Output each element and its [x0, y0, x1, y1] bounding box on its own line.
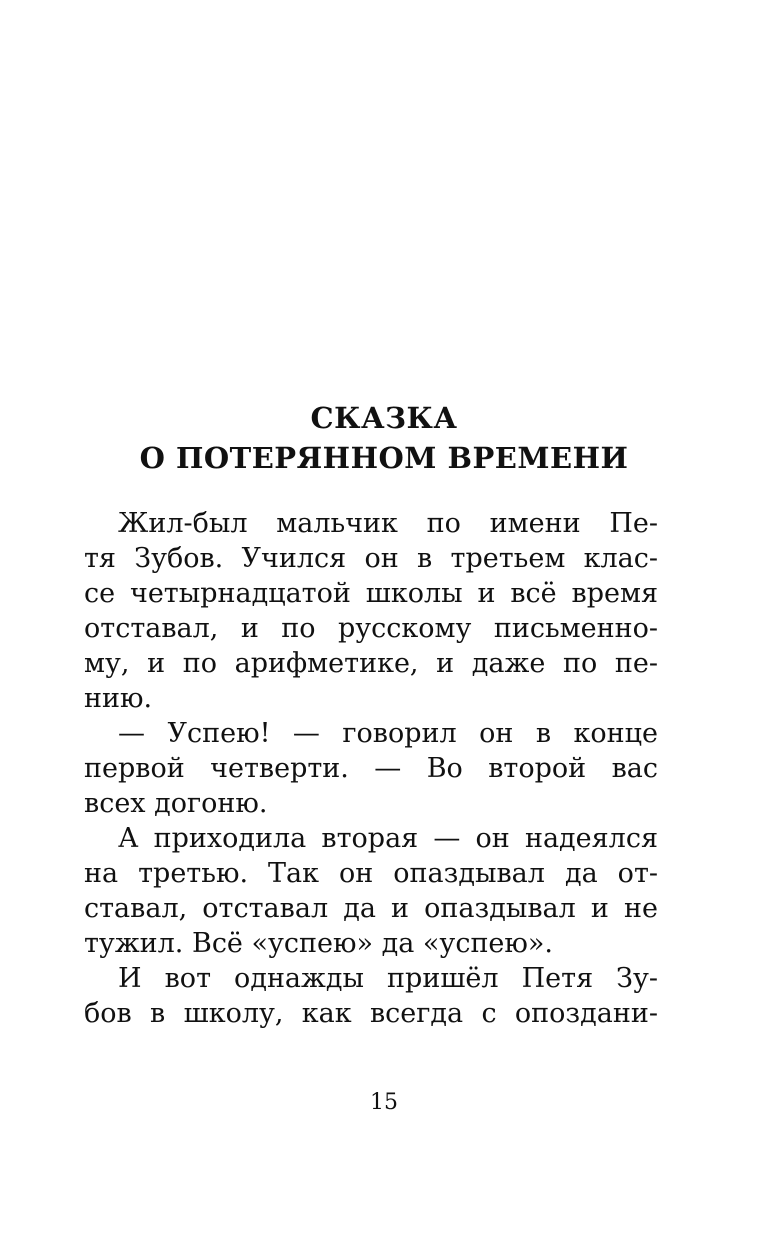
text-line: — Успею! — говорил он в конце: [118, 718, 658, 749]
text-line: нию.: [84, 683, 153, 714]
chapter-title-line-1: СКАЗКА: [310, 401, 458, 435]
chapter-title-line-2: О ПОТЕРЯННОМ ВРЕМЕНИ: [139, 441, 629, 475]
text-line: тужил. Всё «успею» да «успею».: [84, 928, 554, 959]
text-line: тя Зубов. Учился он в третьем клас-: [84, 543, 658, 574]
body-text: [84, 506, 658, 1031]
text-line: бов в школу, как всегда с опоздани-: [84, 998, 658, 1029]
chapter-title: [0, 398, 768, 478]
text-line: се четырнадцатой школы и всё время: [84, 578, 658, 609]
text-line: А приходила вторая — он надеялся: [118, 823, 658, 854]
text-line: му, и по арифметике, и даже по пе-: [84, 648, 658, 679]
text-line: на третью. Так он опаздывал да от-: [84, 858, 658, 889]
text-line: И вот однажды пришёл Петя Зу-: [118, 963, 658, 994]
page-number: 15: [370, 1090, 398, 1115]
text-line: первой четверти. — Во второй вас: [84, 753, 658, 784]
text-line: ставал, отставал да и опаздывал и не: [84, 893, 658, 924]
text-line: Жил-был мальчик по имени Пе-: [118, 508, 658, 539]
text-line: всех догоню.: [84, 788, 268, 819]
text-line: отставал, и по русскому письменно-: [84, 613, 658, 644]
